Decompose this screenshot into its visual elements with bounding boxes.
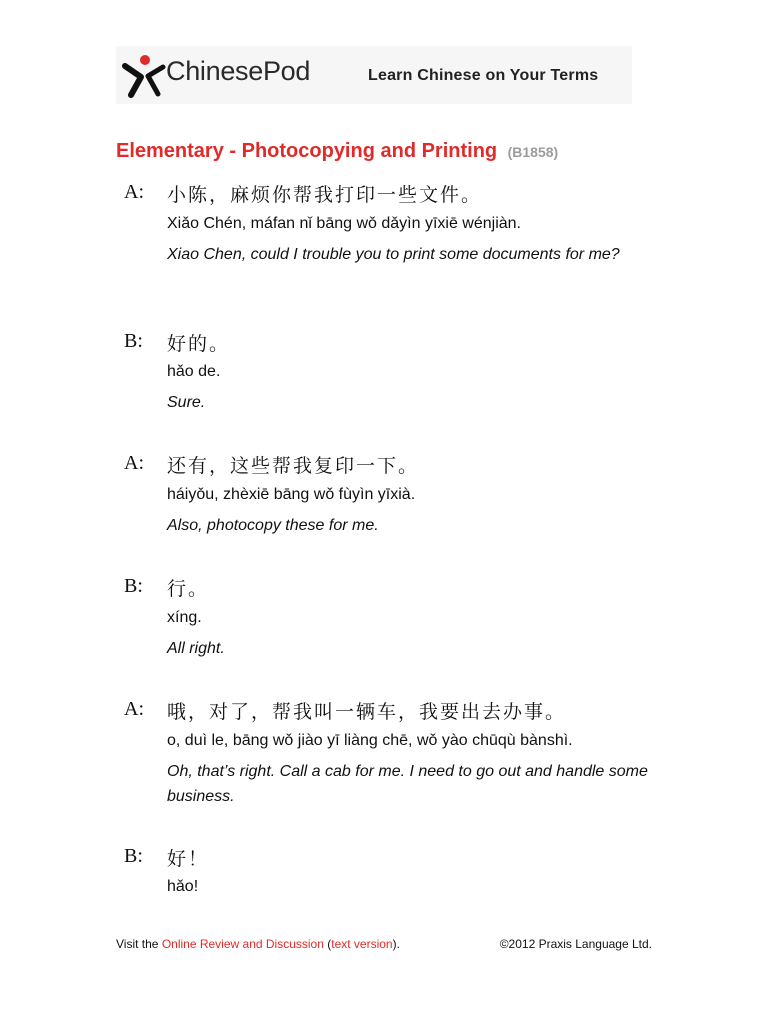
chinesepod-logo-icon	[122, 52, 166, 98]
hanzi-line: 行。	[167, 578, 210, 600]
copyright-notice: ©2012 Praxis Language Ltd.	[499, 937, 652, 951]
speaker-label: B:	[124, 575, 143, 597]
lesson-code: (B1858)	[507, 144, 559, 160]
pinyin-line: hǎo de.	[167, 363, 221, 380]
speaker-label: B:	[124, 330, 143, 352]
online-review-link[interactable]: Online Review and Discussion	[161, 937, 324, 951]
hanzi-line: 小陈，麻烦你帮我打印一些文件。	[167, 184, 483, 206]
hanzi-line: 还有，这些帮我复印一下。	[167, 455, 420, 477]
pinyin-line: háiyǒu, zhèxiē bāng wǒ fùyìn yīxià.	[167, 486, 416, 503]
hanzi-line: 哦，对了，帮我叫一辆车，我要出去办事。	[167, 701, 567, 723]
english-line: Xiao Chen, could I trouble you to print some documents for me?	[167, 246, 620, 263]
english-line: All right.	[167, 640, 225, 657]
speaker-label: B:	[124, 845, 143, 867]
english-line: Sure.	[167, 394, 206, 411]
english-line: Also, photocopy these for me.	[167, 517, 379, 534]
page-footer	[116, 937, 656, 951]
pinyin-line: Xiǎo Chén, máfan nǐ bāng wǒ dǎyìn yīxiē wénjiàn.	[167, 215, 521, 232]
footer-close-paren: ).	[392, 937, 400, 951]
logo-wordmark: ChinesePod	[166, 56, 311, 86]
speaker-label: A:	[124, 452, 144, 474]
text-version-link[interactable]: text version	[331, 937, 393, 951]
footer-open-paren: (	[323, 937, 332, 951]
pinyin-line: o, duì le, bāng wǒ jiào yī liàng chē, wǒ yào chūqù bànshì.	[167, 732, 573, 749]
pinyin-line: hǎo!	[167, 878, 199, 895]
speaker-label: A:	[124, 698, 144, 720]
hanzi-line: 好！	[167, 848, 210, 870]
header-banner	[116, 46, 632, 104]
lesson-title	[116, 140, 558, 163]
speaker-label: A:	[124, 181, 144, 203]
hanzi-line: 好的。	[167, 333, 231, 355]
footer-prefix: Visit the	[116, 937, 162, 951]
pinyin-line: xíng.	[167, 609, 202, 626]
tagline: Learn Chinese on Your Terms	[368, 67, 599, 84]
english-line: Oh, that’s right. Call a cab for me. I need to go out and handle some business.	[167, 763, 648, 805]
lesson-title-text: Elementary - Photocopying and Printing	[116, 140, 498, 162]
